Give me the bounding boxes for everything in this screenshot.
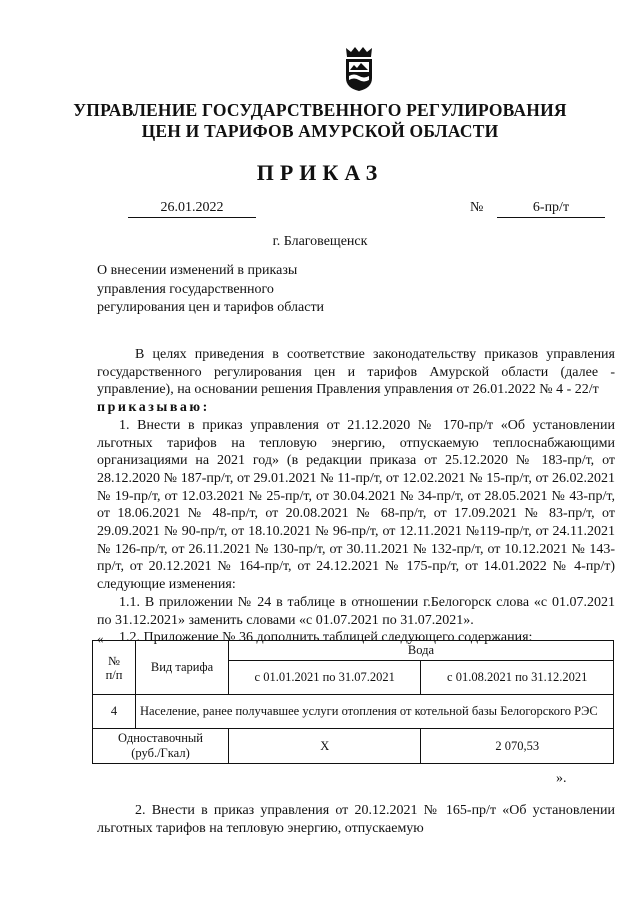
- col-header-tariff-type: Вид тарифа: [136, 641, 229, 695]
- item-1-2: 1.2. Приложение № 36 дополнить таблицей следующего содержания:: [119, 630, 533, 646]
- subject-line: управления государственного: [97, 281, 274, 297]
- tariff-value-2: 2 070,53: [421, 729, 614, 764]
- col-header-group: Вода: [229, 641, 614, 661]
- subject-line: О внесении изменений в приказы: [97, 263, 298, 278]
- coat-of-arms-emblem: [342, 46, 376, 92]
- col-header-number: № п/п: [93, 641, 136, 695]
- col-header-period-1: с 01.01.2021 по 31.07.2021: [229, 661, 421, 695]
- preamble: В целях приведения в соответствие законодательству приказов управления государственного регулирования цен и тарифов Амурской области (далее - управление), на основании решения Правления управления от 26.01.2022 № 4 - 22/т: [97, 347, 615, 398]
- col-header-period-2: с 01.08.2021 по 31.12.2021: [421, 661, 614, 695]
- city: г. Благовещенск: [272, 234, 368, 249]
- item-2-block: [97, 802, 615, 837]
- tariff-table: [92, 640, 614, 764]
- quote-close: ».: [556, 771, 567, 786]
- order-subject: [97, 262, 357, 318]
- number-sign: №: [470, 200, 484, 215]
- row-description: Население, ранее получавшее услуги отопления от котельной базы Белогорского РЭС: [136, 695, 614, 729]
- row-number: 4: [93, 695, 136, 729]
- tariff-type-cell: Одноставочный (руб./Гкал): [93, 729, 229, 764]
- order-date: 26.01.2022: [128, 200, 256, 218]
- org-name-line2: ЦЕН И ТАРИФОВ АМУРСКОЙ ОБЛАСТИ: [141, 121, 499, 141]
- item-1: 1. Внести в приказ управления от 21.12.2020 № 170-пр/т «Об установлении льготных тарифов на тепловую энергию, отпускаемую теплоснабжающими организациями на 2021 год» (в редакции приказа от 25.12.2020 № 183-пр/т, от 28.12.2020 № 187-пр/т, от 29.01.2021 № 11-пр/т, от 12.02.2021 № 15-пр/т, от 26.02.2021 № 19-пр/т, от 12.03.2021 № 25-пр/т, от 30.04.2021 № 34-пр/т, от 28.05.2021 № 43-пр/т, от 18.06.2021 № 48-пр/т, от 20.08.2021 № 68-пр/т, от 17.09.2021 № 83-пр/т, от 29.09.2021 № 90-пр/т, от 18.10.2021 № 96-пр/т, от 12.11.2021 №119-пр/т, от 24.11.2021 № 126-пр/т, от 26.11.2021 № 130-пр/т, от 30.11.2021 № 132-пр/т, от 10.12.2021 № 143-пр/т, от 20.12.2021 № 164-пр/т, от 24.12.2021 № 175-пр/т, от 14.01.2022 № 4-пр/т) следующие изменения:: [97, 417, 615, 593]
- order-number: 6-пр/т: [497, 200, 605, 218]
- document-title: ПРИКАЗ: [256, 160, 384, 185]
- item-1-1: 1.1. В приложении № 24 в таблице в отношении г.Белогорск слова «с 01.07.2021 по 31.12.2021» заменить словами «с 01.07.2021 по 31.07.2021».: [97, 594, 615, 628]
- subject-line: регулирования цен и тарифов области: [97, 300, 325, 315]
- org-name-line1: УПРАВЛЕНИЕ ГОСУДАРСТВЕННОГО РЕГУЛИРОВАНИЯ: [73, 100, 567, 120]
- tariff-value-1: Х: [229, 729, 421, 764]
- order-word: приказываю:: [97, 400, 210, 416]
- quote-open: «: [97, 631, 104, 646]
- order-body: [97, 346, 615, 647]
- item-2: 2. Внести в приказ управления от 20.12.2021 № 165-пр/т «Об установлении льготных тарифов на тепловую энергию, отпускаемую: [97, 803, 615, 836]
